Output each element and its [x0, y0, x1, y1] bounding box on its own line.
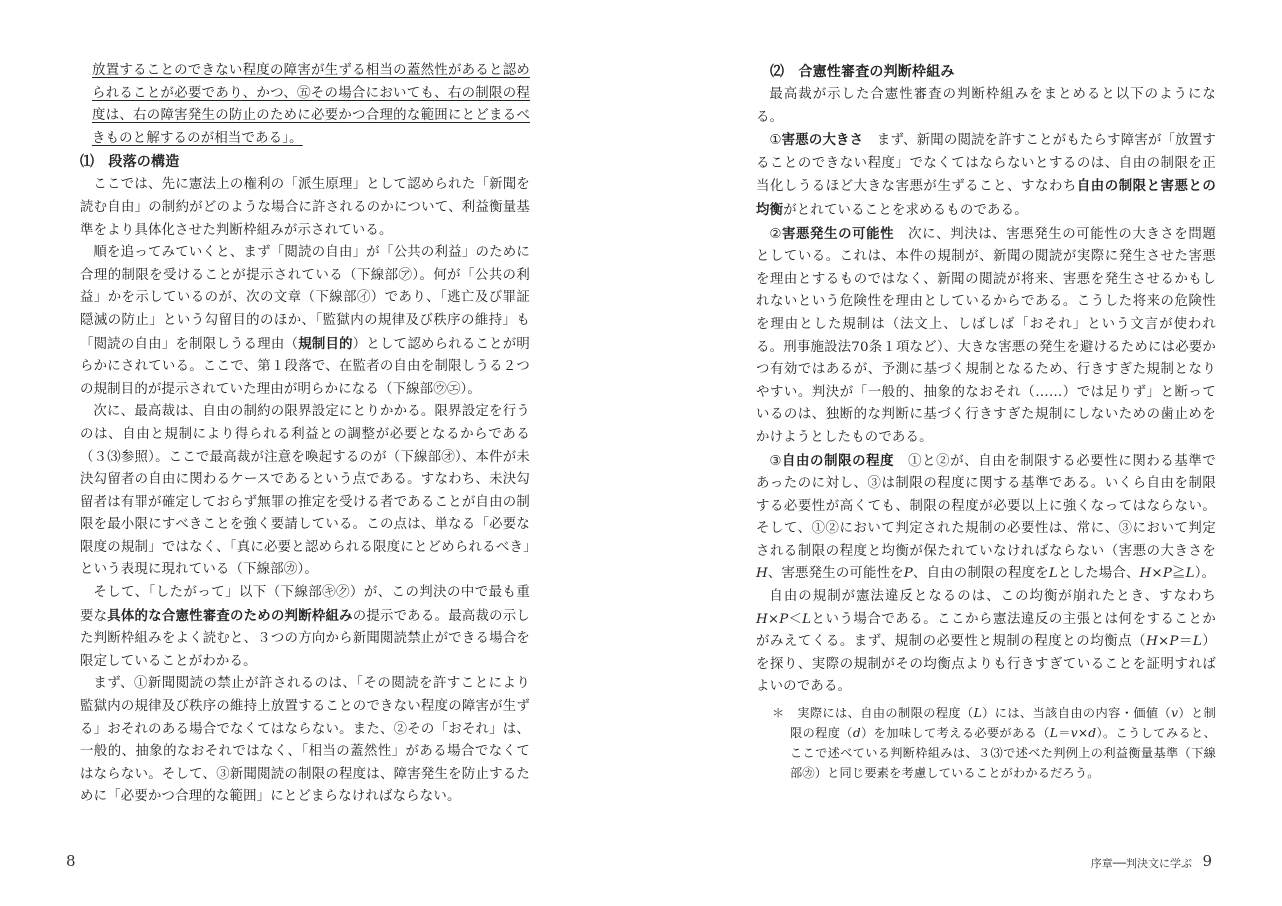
- emphasis: 自由の制限と害悪との均衡: [756, 178, 1216, 218]
- emphasis: 害悪の大きさ: [781, 132, 864, 149]
- paragraph: ②害悪発生の可能性 次に、判決は、害悪発生の可能性の大きさを問題としている。これは、本件の規制が、新聞の閲読が実際に発生させた害悪を理由とするものではなく、新聞の閲読が将来、害悪を発生させるかもしれないという危険性を理由としているからである。こうした将来の危険性を理由とした規制は（法文上、しばしば「おそれ」という文言が使われる。刑事施設法70条１項など）、大きな害悪の発生を避けるためには必要かつ有効ではあるが、予測に基づく規制となるため、行きすぎた規制となりやすい。判決が「一般的、抽象的なおそれ（……）では足りず」と断っているのは、独断的な判断に基づく行きすぎた規制にしないための歯止めをかけようとしたものである。: [756, 225, 1216, 445]
- right-page: [641, 0, 1282, 906]
- paragraph: 次に、最高裁は、自由の制約の限界設定にとりかかる。限界設定を行うのは、自由と規制により得られる利益との調整が必要となるからである（３⑶参照）。ここで最高裁が注意を喚起するのが（下線部㋔）、本件が未決勾留者の自由に関わるケースであるという点である。すなわち、未決勾留者は有罪が確定しておらず無罪の推定を受ける者であることが自由の制限を最小限にすべきことを強く要請している。この点は、単なる「必要な限度の規制」ではなく、「真に必要と認められる限度にとどめられるべき」という表現に現れている（下線部㋕）。: [80, 404, 530, 578]
- paragraph: ③自由の制限の程度 ①と②が、自由を制限する必要性に関わる基準であったのに対し、③は制限の程度に関する基準である。いくら自由を制限する必要性が高くても、制限の程度が必要以上に強くなってはならない。そして、①②において判定された規制の必要性は、常に、③において判定される制限の程度と均衡が保たれていなければならない（害悪の大きさを𝐻、害悪発生の可能性を𝑃、自由の制限の程度を𝐿とした場合、𝐻×𝑃≧𝐿）。: [756, 452, 1216, 582]
- left-column: [80, 60, 530, 809]
- emphasis: 規制目的: [298, 335, 353, 352]
- paragraph: 自由の規制が憲法違反となるのは、この均衡が崩れたとき、すなわち𝐻×𝑃＜𝐿という場合である。ここから憲法違反の主張とは何をすることかがみえてくる。まず、規制の必要性と規制の程度との均衡点（𝐻×𝑃＝𝐿）を探り、実際の規制がその均衡点よりも行きすぎていることを証明すればよいのである。: [756, 589, 1216, 695]
- paragraph: まず、①新聞閲読の禁止が許されるのは、「その閲読を許すことにより監獄内の規律及び秩序の維持上放置することのできない程度の障害が生ずる」おそれのある場合でなくてはならない。また、②その「おそれ」は、一般的、抽象的なおそれではなく、「相当の蓋然性」がある場合でなくてはならない。そして、③新聞閲読の制限の程度は、障害発生を防止するために「必要かつ合理的な範囲」にとどまらなければならない。: [80, 676, 530, 805]
- emphasis: 具体的な合憲性審査のための判断枠組み: [107, 607, 353, 624]
- paragraph: 最高裁が示した合憲性審査の判断枠組みをまとめると以下のようになる。: [756, 87, 1216, 125]
- paragraph: そして、「したがって」以下（下線部㋖㋗）が、この判決の中で最も重要な具体的な合憲性審査のための判断枠組みの提示である。最高裁の示した判断枠組みをよく読むと、３つの方向から新聞閲読禁止ができる場合を限定していることがわかる。: [80, 585, 530, 669]
- paragraph: 順を追ってみていくと、まず「閲読の自由」が「公共の利益」のために合理的制限を受けることが提示されている（下線部㋐）。何が「公共の利益」かを示しているのが、次の文章（下線部㋑）であり、「逃亡及び罪証隠滅の防止」という勾留目的のほか、「監獄内の規律及び秩序の維持」も「閲読の自由」を制限しうる理由（規制目的）として認められることが明らかにされている。ここで、第１段落で、在監者の自由を制限しうる２つの規制目的が提示されていた理由が明らかになる（下線部㋒㋓）。: [80, 245, 530, 397]
- paragraph: ここでは、先に憲法上の権利の「派生原理」として認められた「新聞を読む自由」の制約がどのような場合に許されるのかについて、利益衡量基準をより具体化させた判断枠組みが示されている。: [80, 177, 530, 238]
- running-head: 序章──判決文に学ぶ: [1090, 857, 1192, 870]
- footnote: ＊ 実際には、自由の制限の程度（𝐿）には、当該自由の内容・価値（𝑣）と制限の程度（𝑑）を加味して考える必要がある（𝐿＝𝑣×𝑑）。こうしてみると、ここで述べている判断枠組みは、３⑶で述べた判例上の利益衡量基準（下線部㋕）と同じ要素を考慮していることがわかるだろう。: [772, 706, 1217, 781]
- footnote-mark: ＊: [772, 706, 785, 721]
- right-column: [756, 60, 1216, 783]
- page-number: 8: [66, 852, 76, 870]
- quoted-judgment-excerpt: 放置することのできない程度の障害が生ずる相当の蓋然性があると認められることが必要であり、かつ、㊄その場合においても、右の制限の程度は、右の障害発生の防止のために必要かつ合理的な範囲にとどまるべきものと解するのが相当である」。: [92, 63, 530, 146]
- page-number: 9: [1202, 852, 1212, 870]
- emphasis: 害悪発生の可能性: [782, 225, 895, 242]
- paragraph: ①害悪の大きさ まず、新聞の閲読を許すことがもたらす障害が「放置することのできない程度」でなくてはならないとするのは、自由の制限を正当化しうるほど大きな害悪が生ずること、すなわち自由の制限と害悪との均衡がとれていることを求めるものである。: [756, 132, 1216, 218]
- section-heading-paragraph-structure: ⑴ 段落の構造: [80, 154, 180, 171]
- emphasis: 自由の制限の程度: [782, 452, 895, 469]
- section-heading-review-framework: ⑵ 合憲性審査の判断枠組み: [770, 64, 955, 80]
